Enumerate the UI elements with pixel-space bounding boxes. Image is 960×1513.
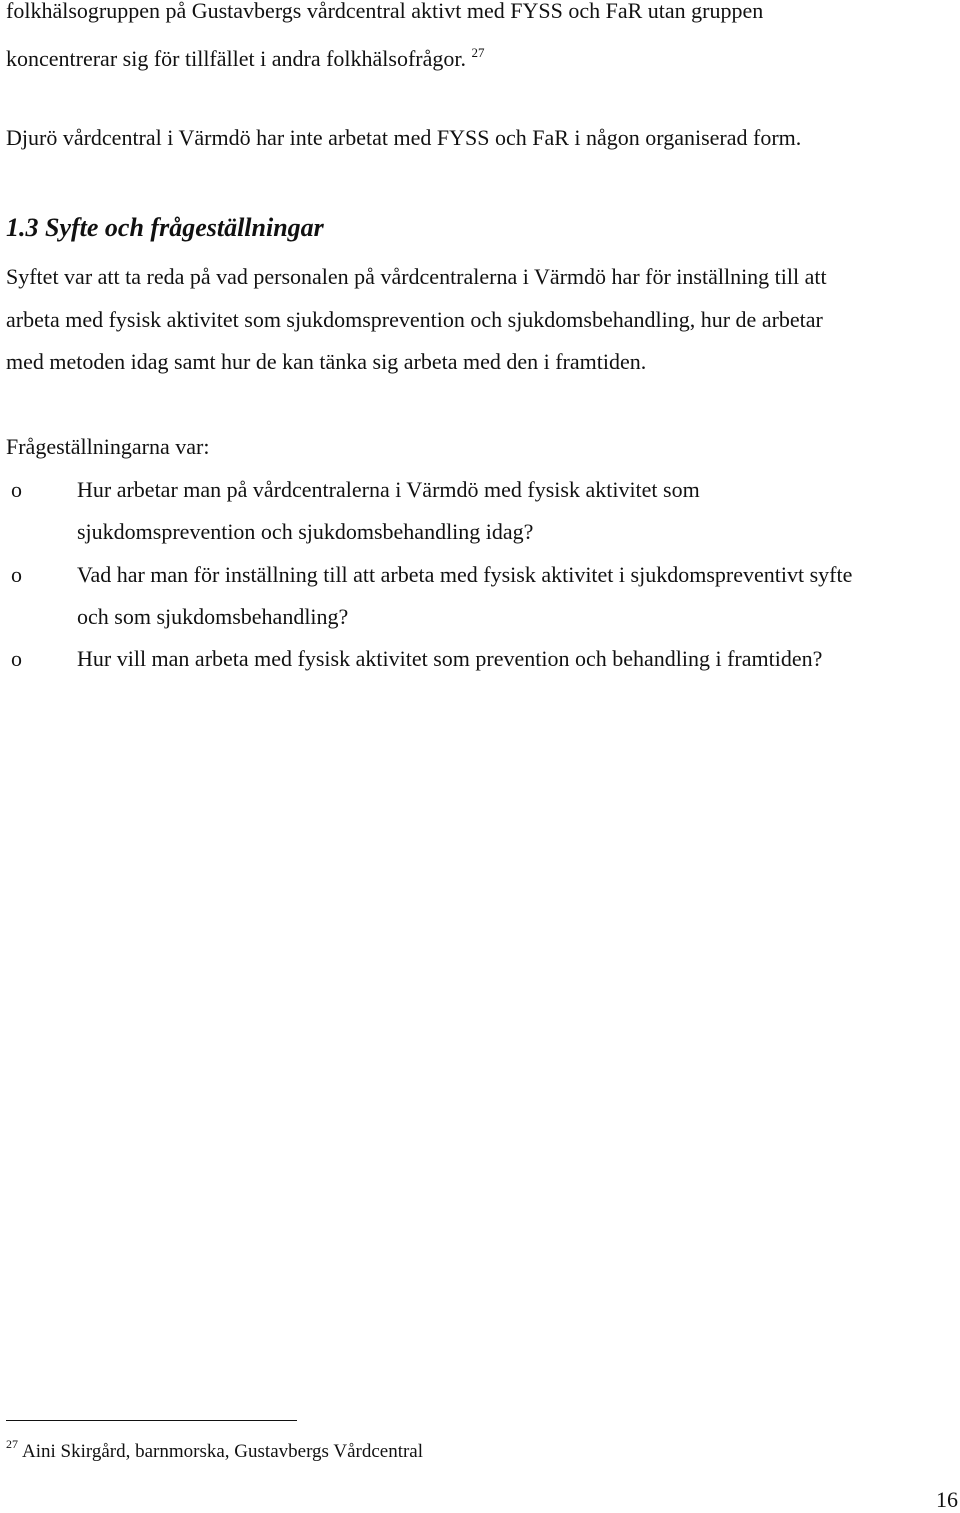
bullet-marker: o (11, 562, 22, 587)
intro-line-1: folkhälsogruppen på Gustavbergs vårdcentral aktivt med FYSS och FaR utan gruppen (6, 0, 764, 23)
purpose-line-3: med metoden idag samt hur de kan tänka sig arbeta med den i framtiden. (6, 349, 647, 374)
intro-line-2-text: koncentrerar sig för tillfället i andra folkhälsofrågor. (6, 46, 466, 71)
section-heading: 1.3 Syfte och frågeställningar (6, 213, 324, 242)
footnote-divider (6, 1420, 297, 1421)
footnote (6, 1432, 423, 1464)
questions-label: Frågeställningarna var: (6, 434, 210, 459)
page-number: 16 (936, 1487, 958, 1512)
intro-line-2 (6, 40, 485, 72)
purpose-line-1: Syftet var att ta reda på vad personalen på vårdcentralerna i Värmdö har för inställning till att (6, 264, 827, 289)
bullet-marker: o (11, 646, 22, 671)
footnote-number: 27 (6, 1437, 18, 1451)
question-1-line-1: Hur arbetar man på vårdcentralerna i Värmdö med fysisk aktivitet som (77, 477, 700, 502)
footnote-reference: 27 (471, 45, 485, 60)
bullet-marker: o (11, 477, 22, 502)
question-2-line-1: Vad har man för inställning till att arbeta med fysisk aktivitet i sjukdomspreventivt syfte (77, 562, 853, 587)
purpose-line-2: arbeta med fysisk aktivitet som sjukdomsprevention och sjukdomsbehandling, hur de arbetar (6, 307, 823, 332)
question-3-line-1: Hur vill man arbeta med fysisk aktivitet som prevention och behandling i framtiden? (77, 646, 823, 671)
djuro-paragraph: Djurö vårdcentral i Värmdö har inte arbetat med FYSS och FaR i någon organiserad form. (6, 125, 802, 150)
question-1-line-2: sjukdomsprevention och sjukdomsbehandling idag? (77, 519, 534, 544)
footnote-text: Aini Skirgård, barnmorska, Gustavbergs Vårdcentral (22, 1441, 424, 1462)
question-2-line-2: och som sjukdomsbehandling? (77, 604, 349, 629)
